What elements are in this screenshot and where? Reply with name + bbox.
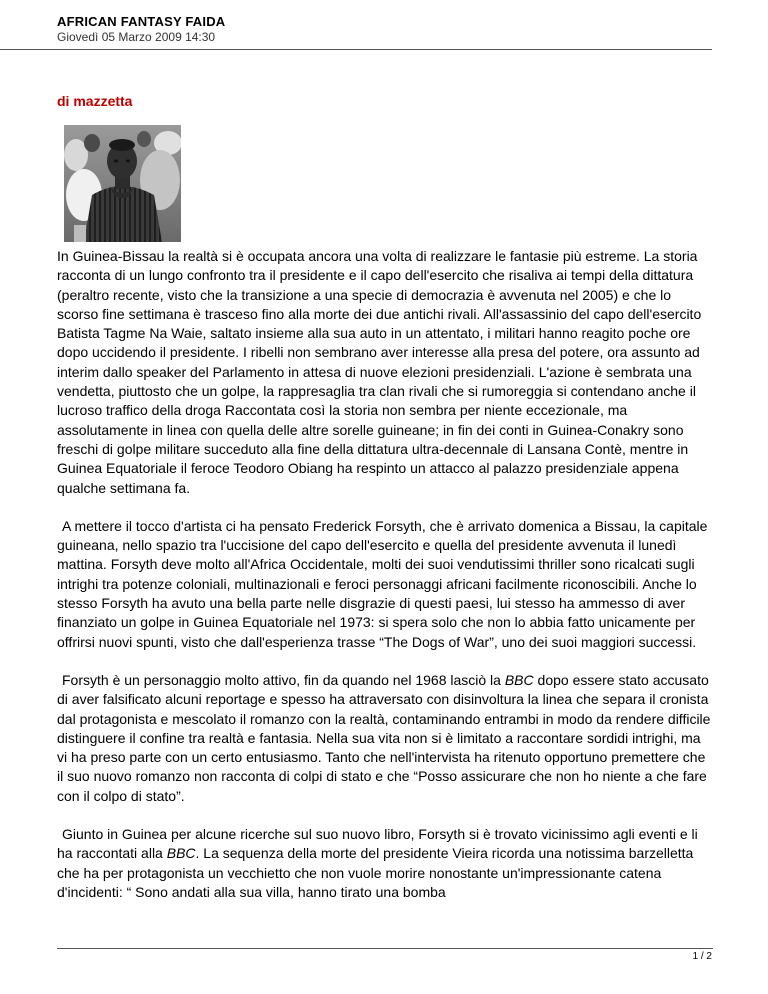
paragraph: A mettere il tocco d'artista ci ha pensato Frederick Forsyth, che è arrivato domenica a Bissau, la capitale guineana, nello spazio tra l'uccisione del capo dell'esercito e quella del presidente avvenuta il lunedì mattina. Forsyth deve molto all'Africa Occidentale, molti dei suoi vendutissimi thriller sono ricalcati sugli intrighi tra potenze coloniali, multinazionali e feroci personaggi africani facilmente riconoscibili. Anche lo stesso Forsyth ha avuto una bella parte nelle disgrazie di questi paesi, lui stesso ha ammesso di aver finanziato un golpe in Guinea Equatoriale nel 1973: si spera solo che non lo abbia fatto unicamente per offrirsi nuovi spunti, visto che dall'esperienza trasse “The Dogs of War”, uno dei suoi maggiori successi.: [57, 517, 708, 650]
header-divider: [0, 49, 712, 50]
paragraph-text: Forsyth è un personaggio molto attivo, fin da quando nel 1968 lasciò la: [62, 671, 505, 688]
article-body: [57, 247, 713, 921]
paragraph-text: Giunto in Guinea per alcune ricerche sul suo nuovo libro, Forsyth si è trovato vicinissimo agli eventi e li ha raccontati alla: [57, 826, 698, 862]
article-title: AFRICAN FANTASY FAIDA: [57, 14, 226, 29]
footer-divider: [57, 948, 713, 949]
bbc-italic: BBC: [166, 845, 196, 862]
article-date: Giovedì 05 Marzo 2009 14:30: [57, 30, 216, 44]
document-header: [57, 14, 712, 45]
paragraph: In Guinea-Bissau la realtà si è occupata ancora una volta di realizzare le fantasie più estreme. La storia racconta di un lungo confronto tra il presidente e il capo dell'esercito che risaliva ai tempi della dittatura (peraltro recente, visto che la transizione a una specie di democrazia è avvenuta nel 2005) e che lo scorso fine settimana è trasceso fino alla morte dei due antichi rivali. All'assassinio del capo dell'esercito Batista Tagme Na Waie, saltato insieme alla sua auto in un attentato, i militari hanno reagito poche ore dopo uccidendo il presidente. I ribelli non sembrano aver interesse alla presa del potere, ora assunto ad interim dallo speaker del Parlamento in attesa di nuove elezioni presidenziali. L'azione è sembrata una vendetta, piuttosto che un golpe, la rappresaglia tra clan rivali che si rumoreggia si contendano anche il lucroso traffico della droga Raccontata così la storia non sembra per niente eccezionale, ma assolutamente in linea con quella delle altre sorelle guineane; in fin dei conti in Guinea-Conakry sono freschi di golpe militare succeduto alla fine della dittatura ultra-decennale di Lansana Contè, mentre in Guinea Equatoriale il feroce Teodoro Obiang ha respinto un attacco al palazzo presidenziale appena qualche settimana fa.: [57, 248, 702, 496]
bbc-italic: BBC: [504, 671, 534, 688]
article-author: di mazzetta: [57, 93, 133, 109]
article-photo: [64, 125, 181, 242]
paragraph: [57, 671, 713, 806]
paragraph-text: . La sequenza della morte del presidente Vieira ricorda una notissima barzelletta che ha per protagonista un vecchietto che non vuole morire nonostante un'impressionante catena d'incidenti: “ Sono andati alla sua villa, hanno tirato una bomba: [57, 845, 694, 900]
paragraph-text: dopo essere stato accusato di aver falsificato alcuni reportage e spesso ha attraversato con disinvoltura la linea che separa il cronista dal protagonista e mescolato il romanzo con la realtà, contaminando entrambi in modo da rendere difficile distinguere il confine tra realtà e fantasia. Nella sua vita non si è limitato a raccontare sordidi intrighi, ma vi ha preso parte con un certo entusiasmo. Tanto che nell'intervista ha ritenuto opportuno premettere che il suo nuovo romanzo non racconta di colpi di stato e che “Posso assicurare che non ho niente a che fare con il colpo di stato”.: [57, 671, 711, 804]
paragraph: [57, 825, 713, 902]
page-number: 1 / 2: [692, 951, 712, 962]
